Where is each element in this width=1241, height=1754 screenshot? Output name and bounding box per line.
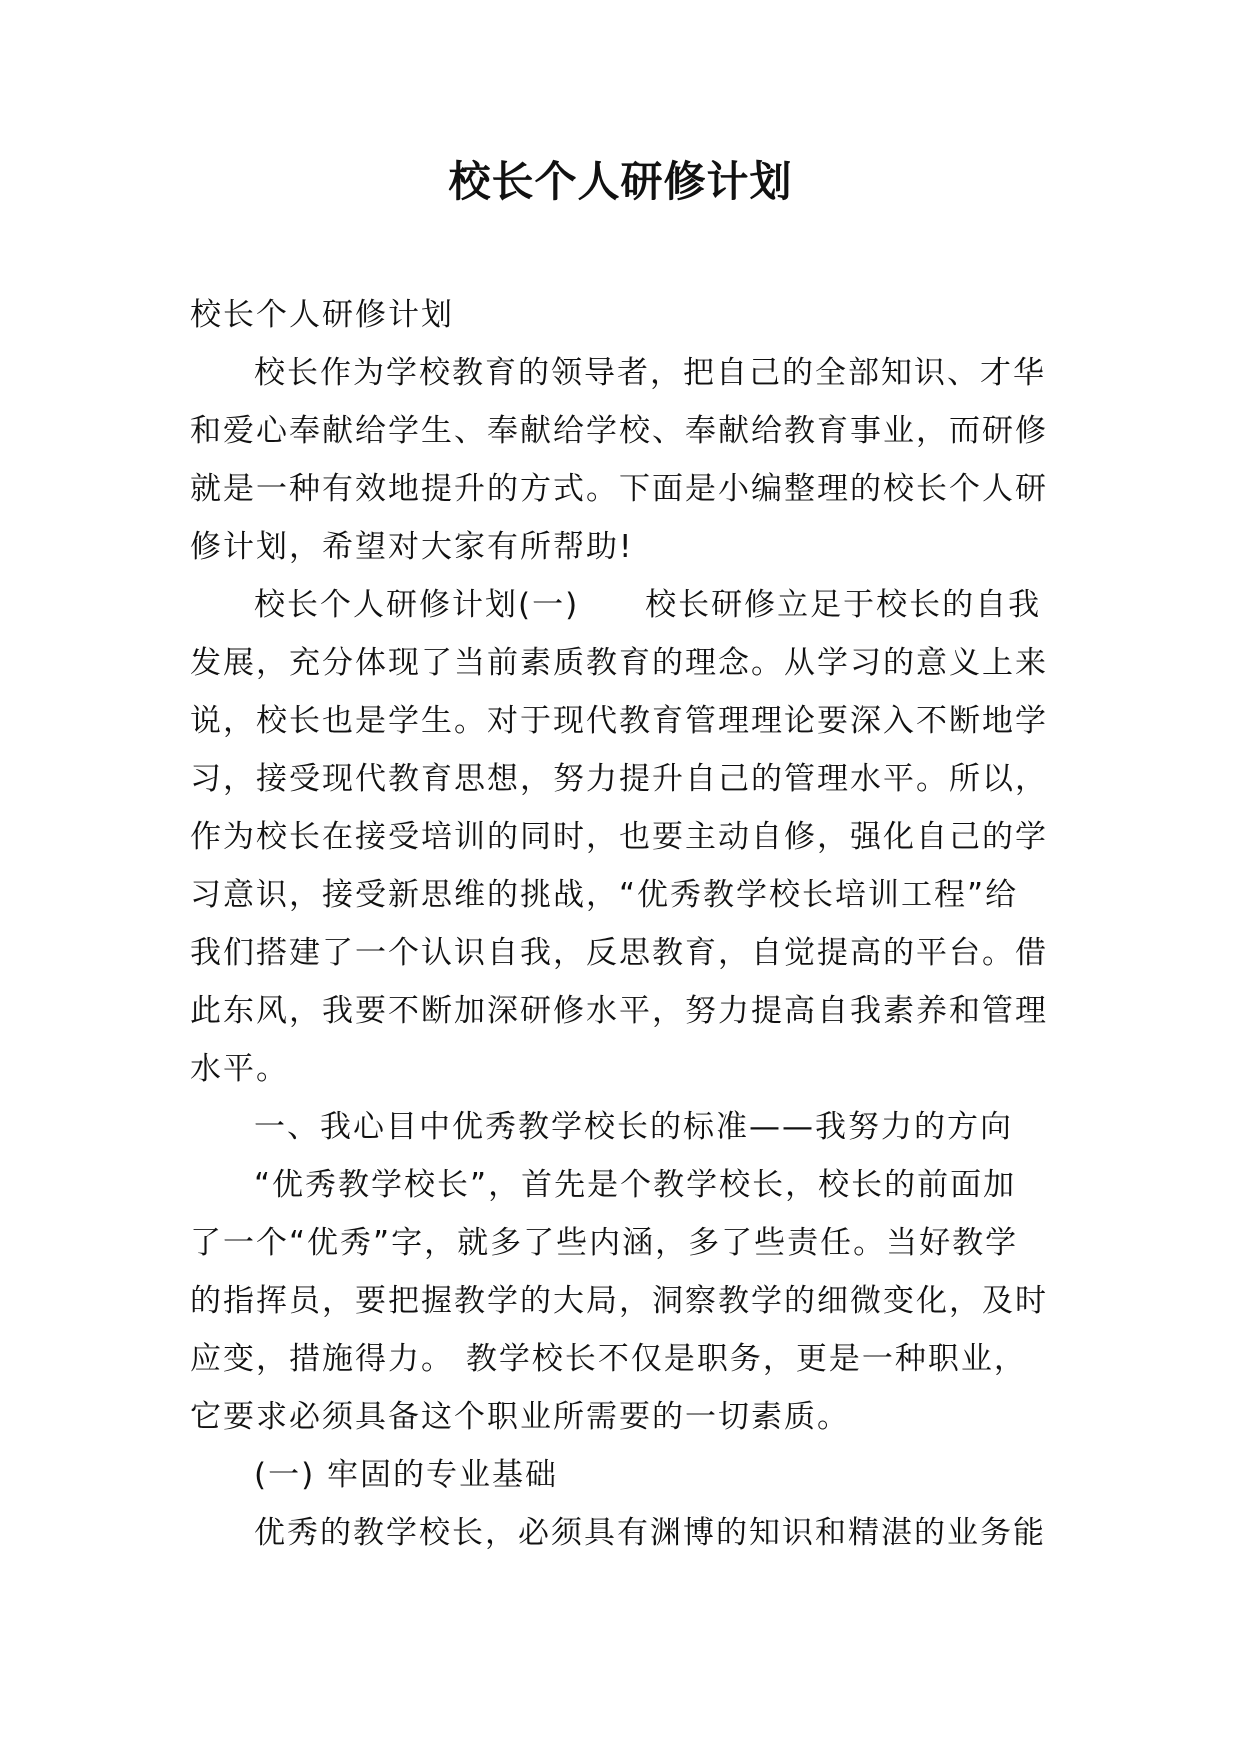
- paragraph-line: 应变，措施得力。 教学校长不仅是职务，更是一种职业，: [190, 1341, 1027, 1377]
- paragraph-line: 修计划，希望对大家有所帮助!: [190, 529, 634, 565]
- paragraph-line: 作为校长在接受培训的同时，也要主动自修，强化自己的学: [190, 819, 1048, 855]
- paragraph-line: 说，校长也是学生。对于现代教育管理理论要深入不断地学: [190, 703, 1048, 739]
- paragraph-line: 我们搭建了一个认识自我，反思教育，自觉提高的平台。借: [190, 935, 1048, 971]
- paragraph-line: “优秀教学校长”，首先是个教学校长，校长的前面加: [254, 1167, 1017, 1203]
- paragraph-line: 就是一种有效地提升的方式。下面是小编整理的校长个人研: [190, 471, 1048, 507]
- paragraph-line: 习意识，接受新思维的挑战，“优秀教学校长培训工程”给: [190, 877, 1019, 913]
- paragraph-line: 它要求必须具备这个职业所需要的一切素质。: [190, 1399, 850, 1435]
- paragraph-line: 水平。: [190, 1051, 289, 1087]
- paragraph-line: 此东风，我要不断加深研修水平，努力提高自我素养和管理: [190, 993, 1048, 1029]
- section-heading: 一、我心目中优秀教学校长的标准——我努力的方向: [254, 1109, 1013, 1145]
- paragraph-line: 发展，充分体现了当前素质教育的理念。从学习的意义上来: [190, 645, 1048, 681]
- paragraph-line: 的指挥员，要把握教学的大局，洞察教学的细微变化，及时: [190, 1283, 1048, 1319]
- subtitle-line: 校长个人研修计划: [190, 297, 454, 333]
- paragraph-line: 和爱心奉献给学生、奉献给学校、奉献给教育事业，而研修: [190, 413, 1048, 449]
- document-title: 校长个人研修计划: [448, 157, 793, 206]
- subsection-heading: (一) 牢固的专业基础: [254, 1457, 559, 1493]
- paragraph-line: 优秀的教学校长，必须具有渊博的知识和精湛的业务能: [254, 1515, 1046, 1551]
- document-body: [190, 286, 1056, 1562]
- paragraph-line: 了一个“优秀”字，就多了些内涵，多了些责任。当好教学: [190, 1225, 1019, 1261]
- paragraph-line: 习，接受现代教育思想，努力提升自己的管理水平。所以，: [190, 761, 1048, 797]
- paragraph-line: 校长作为学校教育的领导者，把自己的全部知识、才华: [254, 355, 1046, 391]
- paragraph-line: 校长个人研修计划(一) 校长研修立足于校长的自我: [254, 587, 1042, 623]
